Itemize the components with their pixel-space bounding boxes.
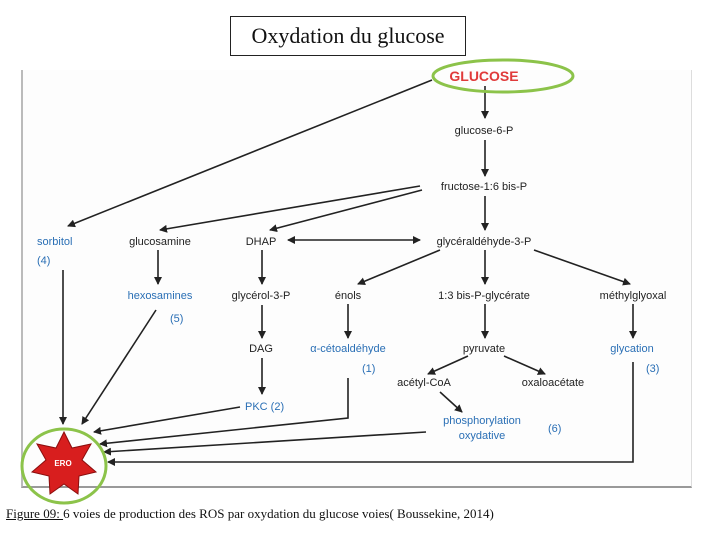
arrow-acetylcoa-phospho [440,392,462,412]
node-ero: ERO [54,459,72,468]
arrow-pkc-ero [94,407,240,432]
node-glyceraldehyde-3-p: glycéraldéhyde-3-P [436,236,532,248]
label-pathway-6: (6) [548,423,562,435]
node-phosphorylation: phosphorylation [443,415,521,427]
node-pyruvate: pyruvate [462,343,506,355]
arrow-f16bp-dhap [270,190,422,230]
figure-caption [6,506,716,522]
node-glycerol-3-p: glycérol-3-P [231,290,291,302]
arrow-g3p-methylglyoxal [534,250,630,284]
label-pathway-1: (1) [362,363,376,375]
node-oxaloacetate: oxaloacétate [521,377,585,389]
arrow-pyruvate-oxaloacetate [504,356,545,374]
node-glucose-6-p: glucose-6-P [454,125,514,137]
arrow-phospho-ero [104,432,426,452]
arrow-g3p-enols [358,250,440,284]
node-cetoaldehyde: α-cétoaldéhyde [310,343,386,355]
diagram-title: Oxydation du glucose [230,16,466,56]
arrow-glucose-sorbitol [68,80,432,226]
node-hexosamines: hexosamines [127,290,193,302]
node-methylglyoxal: méthylglyoxal [599,290,667,302]
arrow-f16bp-glucosamine [160,186,420,230]
label-pathway-3: (3) [646,363,660,375]
label-pathway-5: (5) [170,313,184,325]
node-glucose: GLUCOSE [449,68,519,84]
arrow-hexosamines-ero [82,310,156,424]
node-enols: énols [334,290,362,302]
label-pathway-4: (4) [37,255,51,267]
arrow-pyruvate-acetylcoa [428,356,468,374]
node-oxydative: oxydative [458,430,506,442]
node-dag: DAG [249,343,273,355]
node-glycation: glycation [610,343,654,355]
arrow-cetoaldehyde-ero [100,378,348,444]
node-sorbitol: sorbitol [37,236,73,248]
node-fructose-bisp: fructose-1:6 bis-P [440,181,528,193]
node-acetyl-coa: acétyl-CoA [397,377,451,389]
node-pkc: PKC (2) [245,401,285,413]
node-glucosamine: glucosamine [129,236,191,248]
caption-label: Figure 09: [6,506,64,521]
arrows [63,80,633,462]
node-dhap: DHAP [245,236,277,248]
node-bisp-glycerate: 1:3 bis-P-glycérate [438,290,530,302]
caption-text: 6 voies de production des ROS par oxydation du glucose voies( Boussekine, 2014) [63,506,494,521]
